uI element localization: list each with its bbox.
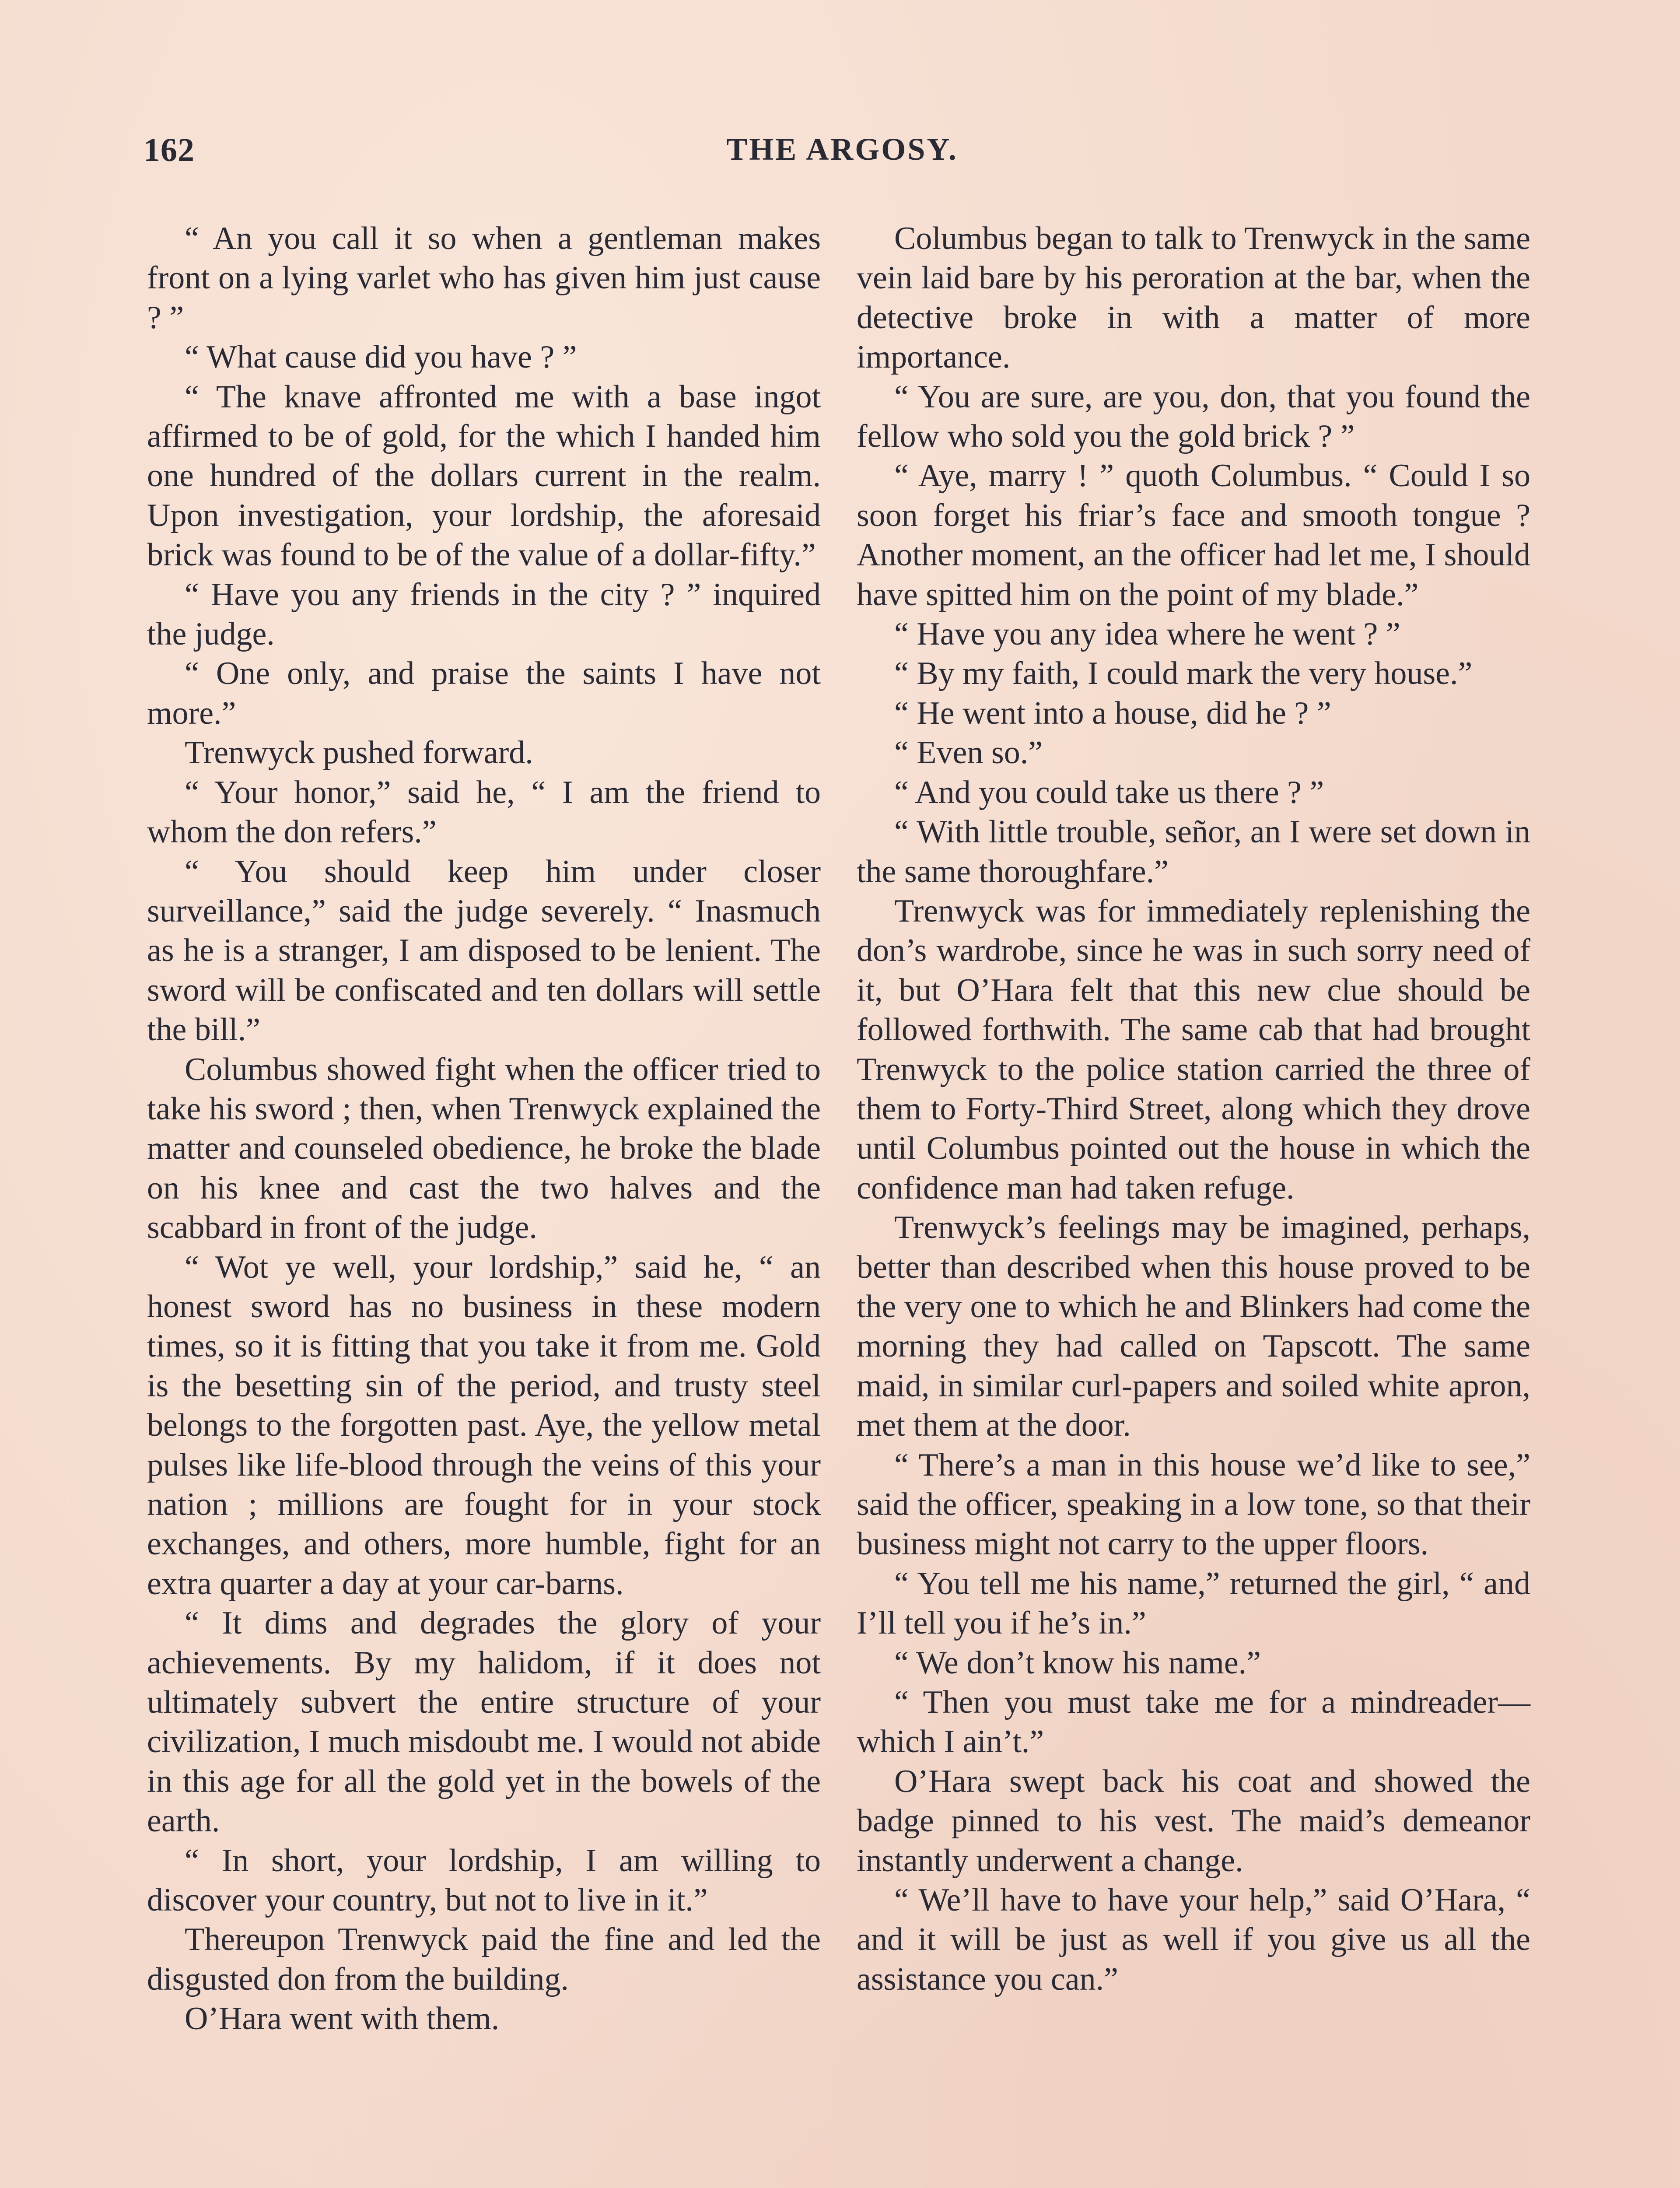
paragraph: “ You are sure, are you, don, that you found the fellow who sold you the gold brick ? ” (857, 379, 1530, 455)
paragraph: “ An you call it so when a gentleman makes front on a lying varlet who has given him just cause ? ” (147, 221, 821, 336)
paragraph: “ Wot ye well, your lordship,” said he, “ an honest sword has no business in these modern times, so it is fitting that you take it from me. Gold is the besetting sin of the period, and trusty steel belongs to the forgotten past. Aye, the yellow metal pulses like life-blood through the veins of this your nation ; millions are fought for in your stock exchanges, and others, more humble, fight for an extra quarter a day at your car-barns. (147, 1249, 821, 1602)
paragraph: “ Aye, marry ! ” quoth Columbus. “ Could I so soon forget his friar’s face and smooth tongue ? Another moment, an the officer had let me, I should have spitted him on the point of my blade.” (857, 458, 1530, 613)
paragraph: “ Have you any friends in the city ? ” inquired the judge. (147, 576, 821, 652)
paragraph: “ One only, and praise the saints I have not more.” (147, 656, 821, 731)
paragraph: “ We’ll have to have your help,” said O’Hara, “ and it will be just as well if you give us all the assistance you can.” (857, 1882, 1530, 1997)
paragraph: Columbus showed fight when the officer tried to take his sword ; then, when Trenwyck explained the matter and counseled obedience, he broke the blade on his knee and cast the two halves and the scabbard in front of the judge. (147, 1051, 821, 1246)
page-number: 162 (144, 132, 195, 168)
paragraph: “ You tell me his name,” returned the girl, “ and I’ll tell you if he’s in.” (857, 1565, 1530, 1641)
right-column (857, 219, 1530, 1999)
paragraph: “ Your honor,” said he, “ I am the friend to whom the don refers.” (147, 774, 821, 850)
paragraph: “ Have you any idea where he went ? ” (894, 616, 1400, 652)
paragraph: “ With little trouble, señor, an I were set down in the same thoroughfare.” (857, 814, 1530, 890)
left-column (147, 219, 821, 2039)
paragraph: Thereupon Trenwyck paid the fine and led the disgusted don from the building. (147, 1922, 821, 1997)
paragraph: O’Hara swept back his coat and showed the badge pinned to his vest. The maid’s demeanor instantly underwent a change. (857, 1763, 1530, 1879)
paragraph: “ Then you must take me for a mindreader—which I ain’t.” (857, 1684, 1530, 1760)
paragraph: Columbus began to talk to Trenwyck in the same vein laid bare by his peroration at the bar, when the detective broke in with a matter of more importance. (857, 221, 1530, 375)
paragraph: “ By my faith, I could mark the very house.” (894, 656, 1473, 692)
paragraph: “ It dims and degrades the glory of your achievements. By my halidom, if it does not ultimately subvert the entire structure of your civilization, I much misdoubt me. I would not abide in this age for all the gold yet in the bowels of the earth. (147, 1605, 821, 1839)
paragraph: “ He went into a house, did he ? ” (894, 695, 1331, 731)
paragraph: “ What cause did you have ? ” (185, 339, 577, 375)
paragraph: “ The knave affronted me with a base ingot affirmed to be of gold, for the which I handed him one hundred of the dollars current in the realm. Upon investigation, your lordship, the aforesaid brick was found to be of the value of a dollar-fifty.” (147, 379, 821, 573)
paragraph: O’Hara went with them. (185, 2001, 500, 2037)
running-head: THE ARGOSY. (726, 132, 958, 167)
paragraph: Trenwyck was for immediately replenishing the don’s wardrobe, since he was in such sorry need of it, but O’Hara felt that this new clue should be followed forthwith. The same cab that had brought Trenwyck to the police station carried the three of them to Forty-Third Street, along which they drove until Columbus pointed out the house in which the confidence man had taken refuge. (857, 893, 1530, 1206)
paragraph: Trenwyck’s feelings may be imagined, perhaps, better than described when this house proved to be the very one to which he and Blinkers had come the morning they had called on Tapscott. The same maid, in similar curl-papers and soiled white apron, met them at the door. (857, 1210, 1530, 1444)
paragraph: “ You should keep him under closer surveillance,” said the judge severely. “ Inasmuch as he is a stranger, I am disposed to be lenient. The sword will be confiscated and ten dollars will settle the bill.” (147, 853, 821, 1048)
paragraph: “ There’s a man in this house we’d like to see,” said the officer, speaking in a low tone, so that their business might not carry to the upper floors. (857, 1447, 1530, 1562)
paragraph: Trenwyck pushed forward. (185, 735, 533, 771)
paragraph: “ Even so.” (894, 735, 1043, 771)
paragraph: “ And you could take us there ? ” (894, 774, 1324, 810)
paragraph: “ In short, your lordship, I am willing to discover your country, but not to live in it.” (147, 1842, 821, 1918)
paragraph: “ We don’t know his name.” (894, 1645, 1261, 1681)
